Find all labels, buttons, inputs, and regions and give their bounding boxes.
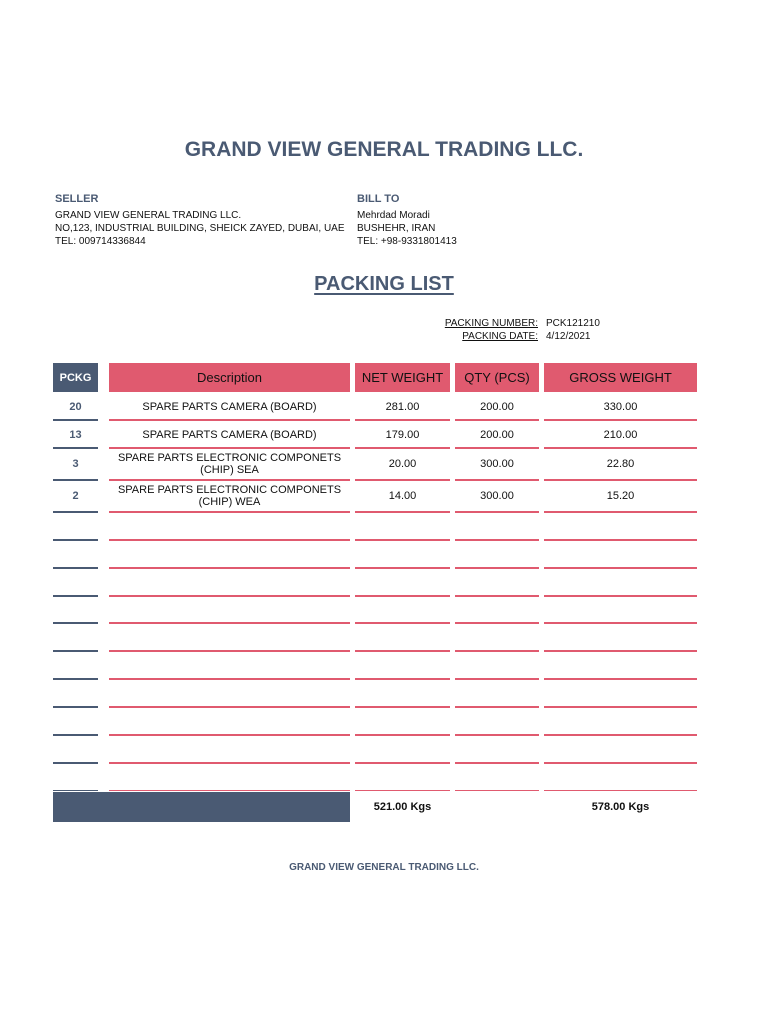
bill-to-tel: TEL: +98-9331801413	[357, 236, 457, 247]
row-separator	[53, 419, 98, 421]
header-net-weight: NET WEIGHT	[355, 363, 450, 392]
row-separator	[53, 447, 98, 449]
row-separator	[109, 539, 350, 541]
row-separator	[355, 650, 450, 652]
packing-date-label: PACKING DATE:	[462, 331, 538, 342]
row-separator	[455, 511, 539, 513]
row-separator	[355, 762, 450, 764]
row-separator	[455, 622, 539, 624]
row-1-pckg: 20	[69, 400, 82, 413]
row-2-net: 179.00	[385, 428, 420, 441]
row-2-qty: 200.00	[480, 428, 514, 441]
row-separator	[109, 447, 350, 449]
packing-date-value: 4/12/2021	[546, 331, 591, 342]
bill-to-block	[357, 193, 457, 248]
row-separator	[355, 622, 450, 624]
row-separator	[455, 447, 539, 449]
row-separator	[355, 447, 450, 449]
row-separator	[544, 650, 697, 652]
row-separator	[109, 622, 350, 624]
row-separator	[109, 595, 350, 597]
row-separator	[53, 790, 98, 791]
row-3-description: SPARE PARTS ELECTRONIC COMPONETS (CHIP) SEA	[117, 452, 342, 476]
row-separator	[53, 595, 98, 597]
row-separator	[355, 678, 450, 680]
row-2-pckg: 13	[69, 428, 82, 441]
row-separator	[455, 790, 539, 791]
row-separator	[53, 706, 98, 708]
row-separator	[53, 479, 98, 481]
row-3-net: 20.00	[388, 458, 417, 470]
row-separator	[355, 706, 450, 708]
row-4-qty: 300.00	[480, 490, 514, 502]
row-separator	[355, 567, 450, 569]
row-separator	[53, 650, 98, 652]
row-separator	[455, 706, 539, 708]
row-1-net: 281.00	[385, 400, 420, 413]
row-separator	[455, 479, 539, 481]
row-2-description: SPARE PARTS CAMERA (BOARD)	[142, 428, 317, 441]
footer-company: GRAND VIEW GENERAL TRADING LLC.	[289, 862, 479, 873]
row-separator	[53, 678, 98, 680]
row-separator	[355, 479, 450, 481]
totals-label-bar	[53, 792, 350, 822]
total-gross-weight: 578.00 Kgs	[591, 801, 650, 813]
seller-tel: TEL: 009714336844	[55, 236, 146, 247]
bill-to-name: Mehrdad Moradi	[357, 210, 430, 221]
document-title	[0, 273, 768, 296]
row-separator	[544, 539, 697, 541]
row-4-pckg: 2	[72, 490, 79, 502]
row-3-pckg: 3	[72, 458, 79, 470]
row-separator	[544, 790, 697, 791]
row-separator	[355, 419, 450, 421]
row-separator	[455, 734, 539, 736]
packing-number-label: PACKING NUMBER:	[444, 318, 538, 329]
row-separator	[109, 678, 350, 680]
row-separator	[53, 762, 98, 764]
row-separator	[109, 567, 350, 569]
row-separator	[355, 734, 450, 736]
seller-block	[55, 193, 345, 248]
row-separator	[109, 511, 350, 513]
row-separator	[455, 595, 539, 597]
row-separator	[53, 567, 98, 569]
row-2-gross: 210.00	[603, 428, 638, 441]
document-title-text: PACKING LIST	[314, 273, 454, 295]
row-separator	[544, 511, 697, 513]
row-4-gross: 15.20	[606, 490, 635, 502]
seller-name: GRAND VIEW GENERAL TRADING LLC.	[55, 210, 242, 221]
row-separator	[544, 734, 697, 736]
total-net-weight: 521.00 Kgs	[373, 801, 432, 813]
row-separator	[53, 734, 98, 736]
row-separator	[109, 706, 350, 708]
row-separator	[455, 650, 539, 652]
row-1-gross: 330.00	[603, 400, 638, 413]
row-separator	[544, 419, 697, 421]
row-3-qty: 300.00	[480, 458, 514, 470]
row-separator	[109, 762, 350, 764]
row-separator	[355, 595, 450, 597]
row-separator	[544, 595, 697, 597]
row-separator	[544, 678, 697, 680]
row-separator	[355, 539, 450, 541]
header-gross-weight: GROSS WEIGHT	[544, 363, 697, 392]
row-separator	[455, 539, 539, 541]
row-separator	[355, 511, 450, 513]
row-4-net: 14.00	[388, 490, 417, 502]
bill-to-address: BUSHEHR, IRAN	[357, 223, 436, 234]
row-separator	[109, 419, 350, 421]
header-pckg: PCKG	[53, 363, 98, 392]
company-title: GRAND VIEW GENERAL TRADING LLC.	[184, 138, 584, 161]
row-separator	[455, 567, 539, 569]
packing-meta	[0, 317, 600, 343]
row-separator	[109, 734, 350, 736]
packing-number-value: PCK121210	[546, 318, 600, 329]
row-1-qty: 200.00	[480, 400, 514, 413]
row-separator	[53, 539, 98, 541]
bill-to-label: BILL TO	[357, 193, 400, 205]
row-separator	[109, 790, 350, 791]
row-4-description: SPARE PARTS ELECTRONIC COMPONETS (CHIP) WEA	[117, 484, 342, 508]
row-separator	[544, 706, 697, 708]
header-description: Description	[109, 363, 350, 392]
row-separator	[544, 447, 697, 449]
row-separator	[53, 622, 98, 624]
row-separator	[544, 762, 697, 764]
row-3-gross: 22.80	[606, 458, 635, 470]
row-separator	[455, 419, 539, 421]
row-separator	[544, 622, 697, 624]
row-1-description: SPARE PARTS CAMERA (BOARD)	[142, 400, 317, 413]
row-separator	[455, 678, 539, 680]
row-separator	[109, 650, 350, 652]
row-separator	[53, 511, 98, 513]
row-separator	[109, 479, 350, 481]
seller-address: NO,123, INDUSTRIAL BUILDING, SHEICK ZAYED, DUBAI, UAE	[55, 223, 345, 234]
header-qty: QTY (PCS)	[455, 363, 539, 392]
seller-label: SELLER	[55, 193, 99, 205]
row-separator	[544, 479, 697, 481]
row-separator	[544, 567, 697, 569]
row-separator	[455, 762, 539, 764]
row-separator	[355, 790, 450, 791]
